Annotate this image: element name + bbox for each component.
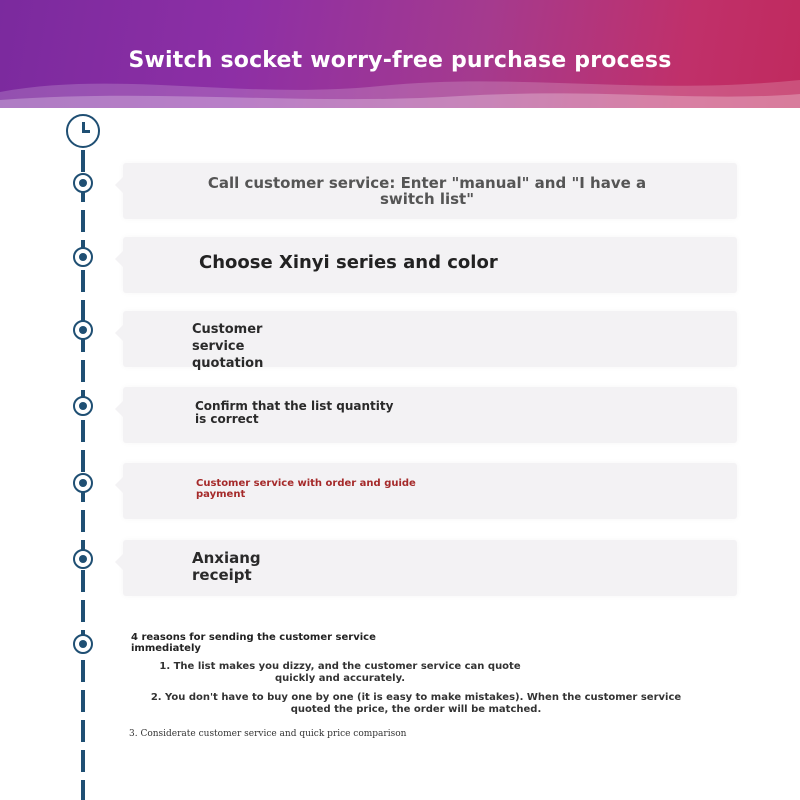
- step-3-text: Customer service quotation: [192, 322, 264, 371]
- circle-dot-icon: [73, 173, 93, 193]
- step-card-6: [123, 540, 737, 596]
- step-6-text: Anxiang receipt: [192, 549, 261, 584]
- step-5-text: Customer service with order and guide payment: [196, 478, 416, 500]
- reason-item-1: 1. The list makes you dizzy, and the customer service can quote quickly and accurately.: [159, 661, 521, 684]
- circle-dot-icon: [73, 396, 93, 416]
- circle-dot-icon: [73, 549, 93, 569]
- step-card-2: [123, 237, 737, 293]
- header-banner: [0, 0, 800, 108]
- clock-icon: [66, 114, 100, 148]
- circle-dot-icon: [73, 320, 93, 340]
- circle-dot-icon: [73, 247, 93, 267]
- step-card-1: [123, 163, 737, 219]
- step-card-5: [123, 463, 737, 519]
- step-4-text: Confirm that the list quantity is correct: [195, 399, 394, 426]
- step-2-text: Choose Xinyi series and color: [199, 252, 498, 273]
- step-card-4: [123, 387, 737, 443]
- reasons-title: 4 reasons for sending the customer service immediately: [131, 632, 376, 654]
- step-card-3: [123, 311, 737, 371]
- step-1-text: Call customer service: Enter "manual" and "I have a switch list": [207, 174, 647, 208]
- reason-item-3: 3. Considerate customer service and quick price comparison: [129, 729, 407, 739]
- circle-dot-icon: [73, 473, 93, 493]
- circle-dot-icon: [73, 634, 93, 654]
- page-title: Switch socket worry-free purchase process: [128, 48, 672, 73]
- reason-item-2: 2. You don't have to buy one by one (it is easy to make mistakes). When the customer service quoted the price, the order will be matched.: [150, 692, 682, 715]
